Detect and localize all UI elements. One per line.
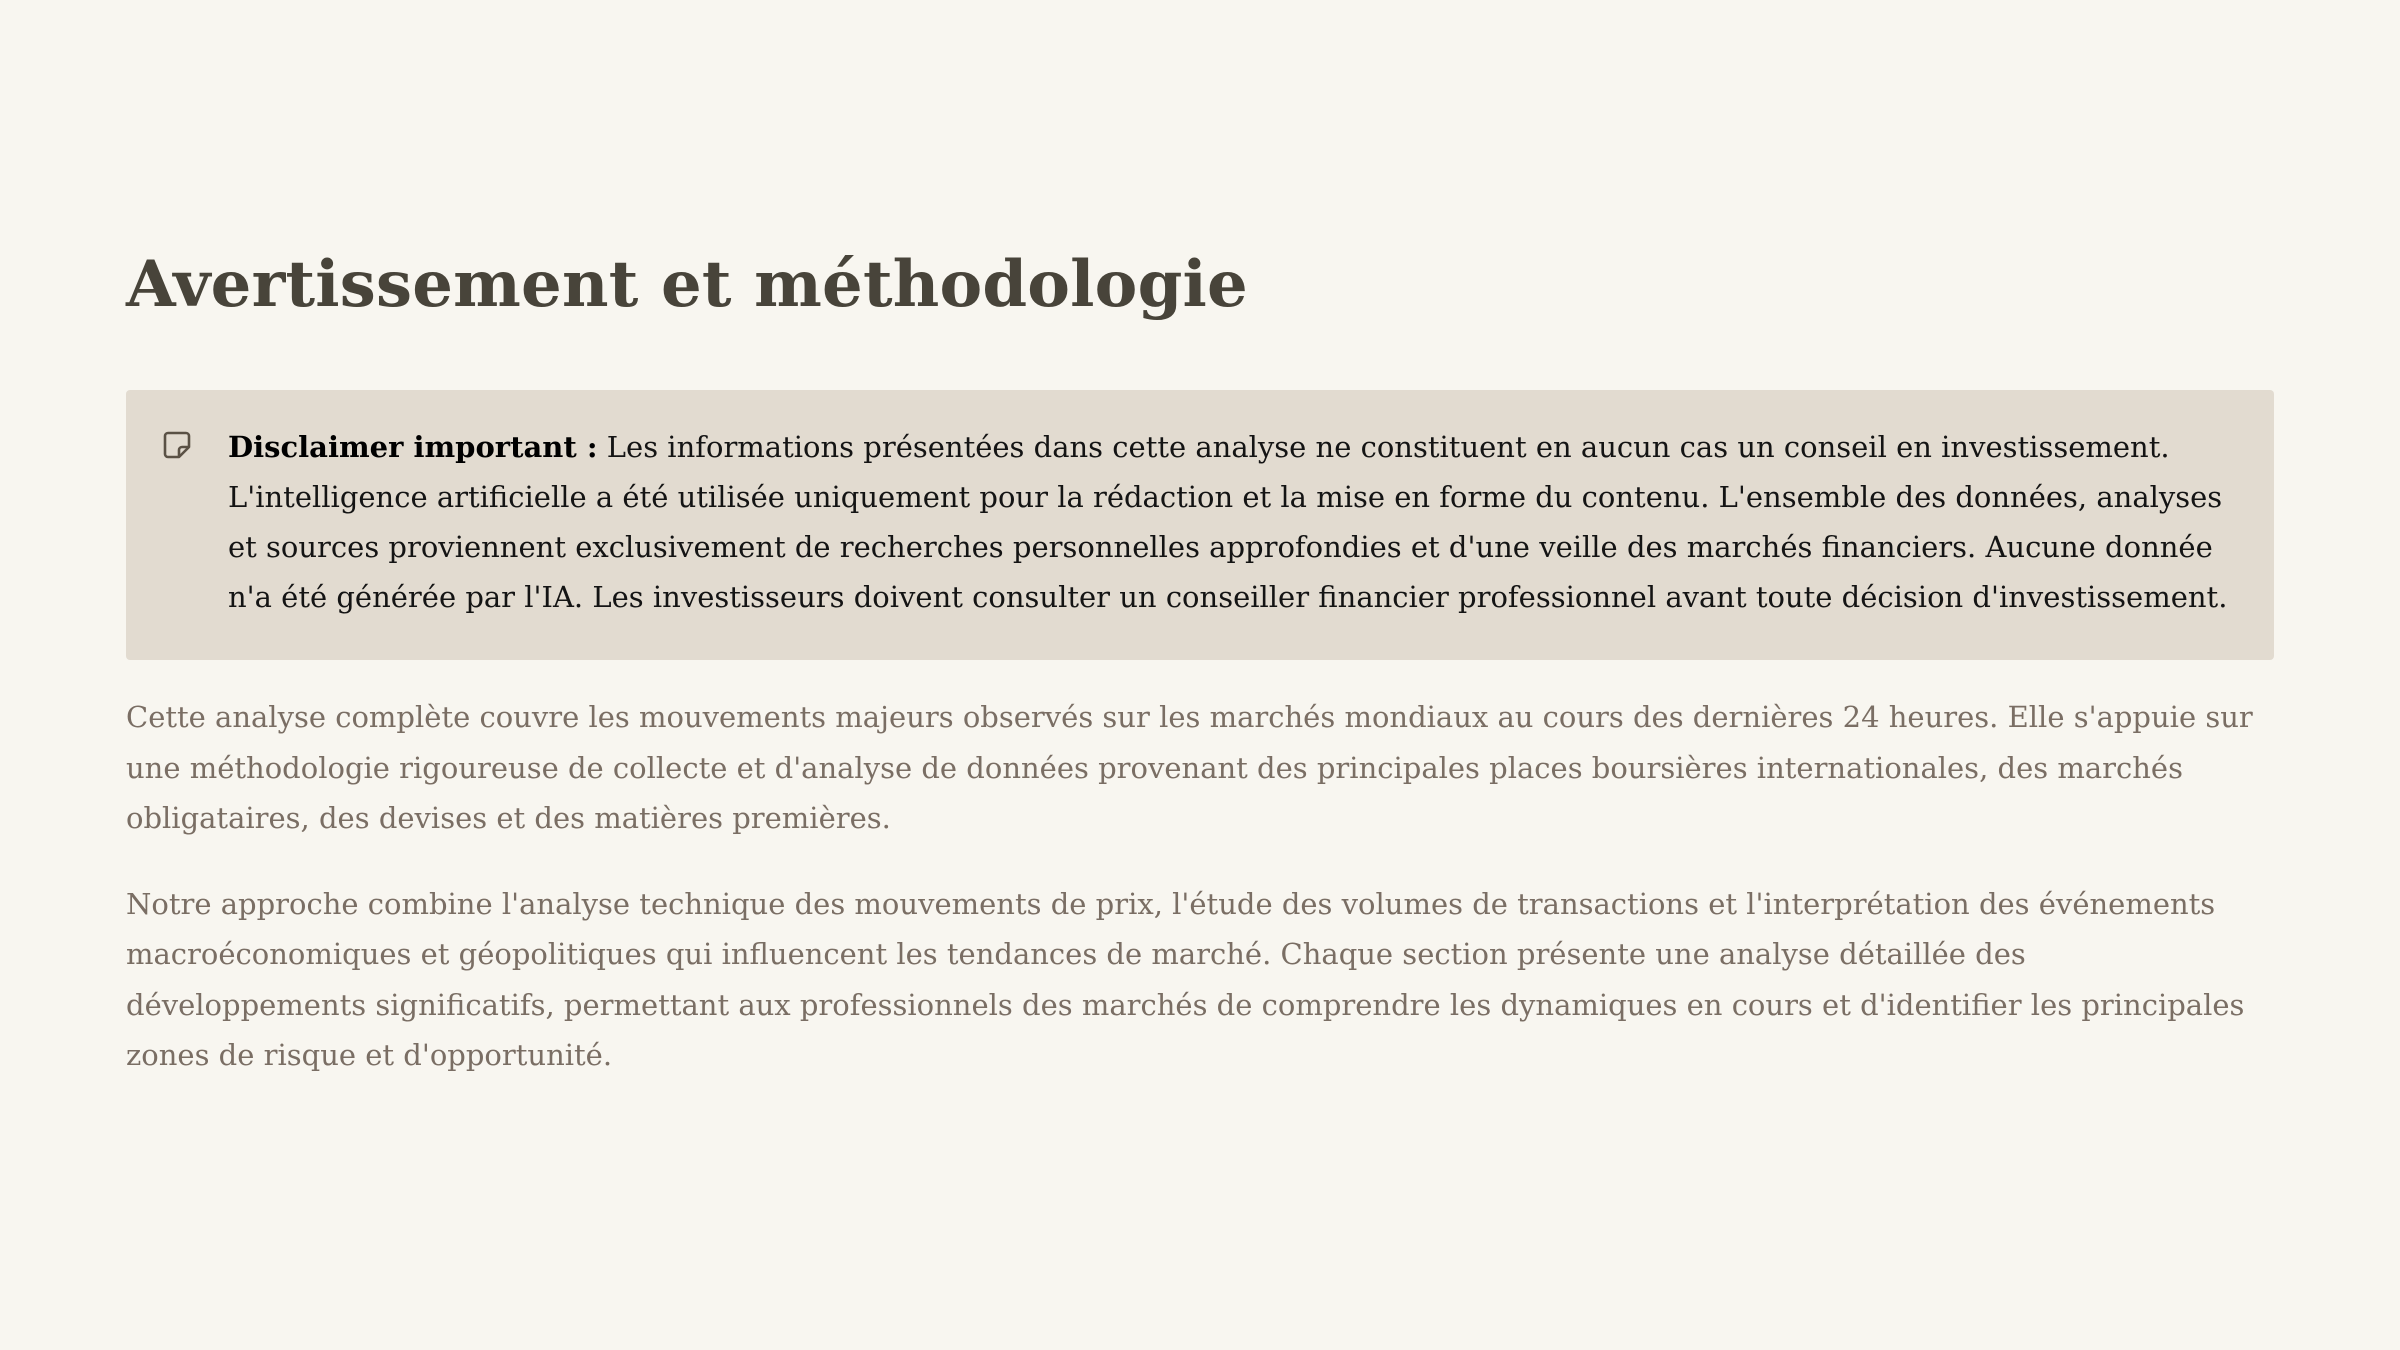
disclaimer-label: Disclaimer important : [228,430,598,464]
intro-paragraph: Cette analyse complète couvre les mouvements majeurs observés sur les marchés mondiaux au cours des dernières 24 heures. Elle s'appuie sur une méthodologie rigoureuse de collecte et d'analyse de données provenant des principales places boursières internationales, des marchés obligataires, des devises et des matières premières. [126,700,2253,835]
disclaimer-callout [126,390,2274,660]
document-content [126,240,2274,1081]
approach-paragraph: Notre approche combine l'analyse technique des mouvements de prix, l'étude des volumes de transactions et l'interprétation des événements macroéconomiques et géopolitiques qui influencent les tendances de marché. Chaque section présente une analyse détaillée des développements significatifs, permettant aux professionnels des marchés de comprendre les dynamiques en cours et d'identifier les principales zones de risque et d'opportunité. [126,886,2245,1072]
disclaimer-body: Les informations présentées dans cette analyse ne constituent en aucun cas un conseil en investissement. L'intelligence artificielle a été utilisée uniquement pour la rédaction et la mise en forme du contenu. L'ensemble des données, analyses et sources proviennent exclusivement de recherches personnelles approfondies et d'une veille des marchés financiers. Aucune donnée n'a été générée par l'IA. Les investisseurs doivent consulter un conseiller financier professionnel avant toute décision d'investissement. [228,430,2228,614]
note-icon [162,430,192,460]
disclaimer-text [228,422,2238,622]
page-title: Avertissement et méthodologie [126,247,1248,322]
